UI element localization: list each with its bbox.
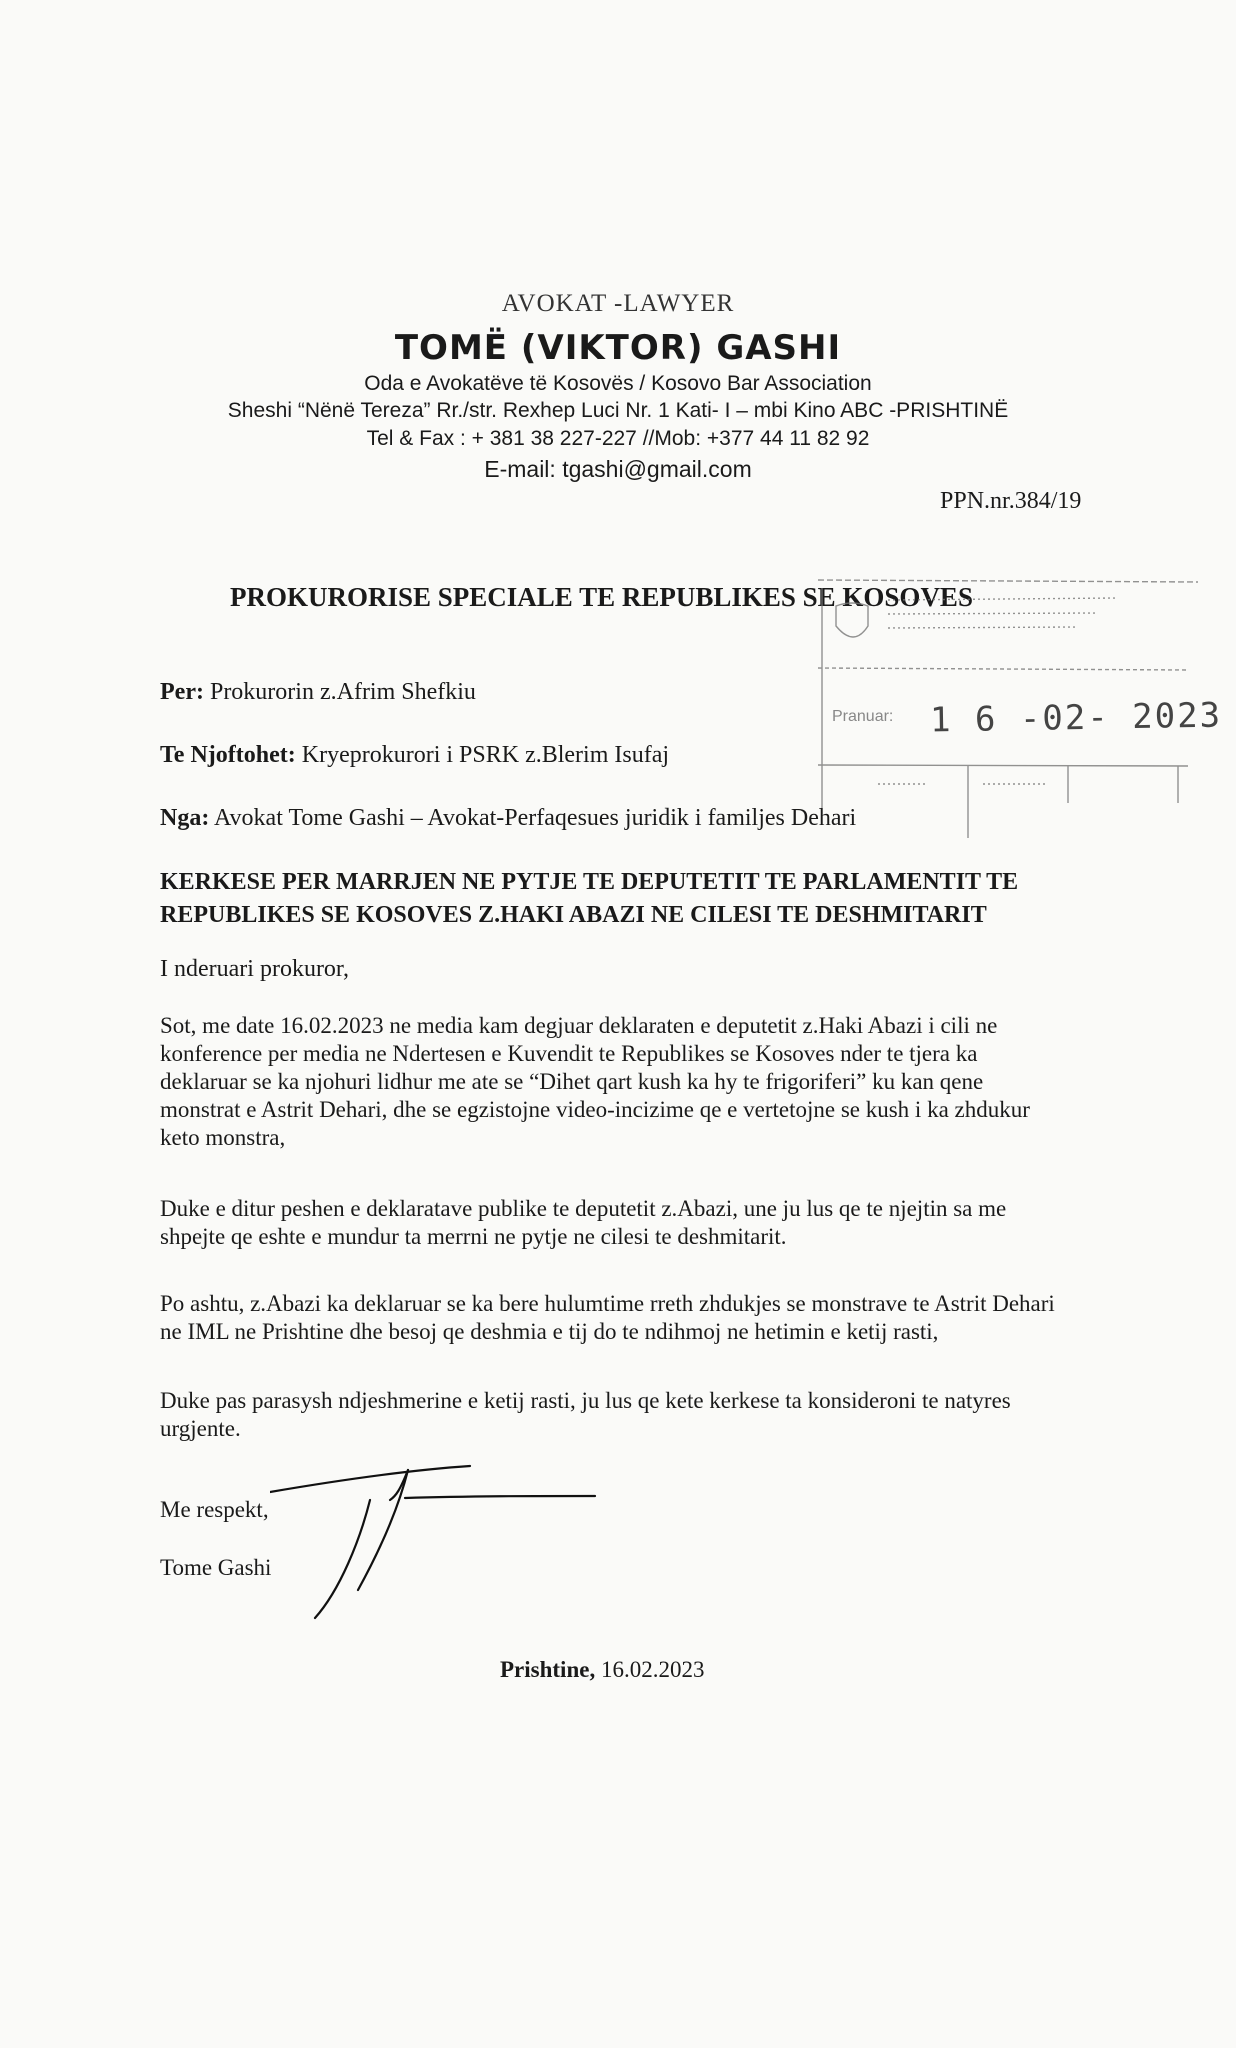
field-njoftohet-label: Te Njoftohet: xyxy=(160,742,296,768)
body-paragraph: Sot, me date 16.02.2023 ne media kam degjuar deklaraten e deputetit z.Haki Abazi i cili ne konference per media ne Ndertesen e Kuvendit te Republikes se Kosoves nder te tjera ka deklaruar se ka njohuri lidhur me ate se “Dihet qart kush ka hy te frigoriferi” ku kan qene monstrat e Astrit Dehari, dhe se egzistojne video-incizime qe e vertetojne se kush i ka zhdukur keto monstra, xyxy=(160,1013,1030,1150)
closing: Me respekt, xyxy=(160,1497,269,1522)
subject-heading: KERKESE PER MARRJEN NE PYTJE TE DEPUTETIT TE PARLAMENTIT TE REPUBLIKES SE KOSOVES Z.HAKI ABAZI NE CILESI TE DESHMITARIT xyxy=(160,869,1019,928)
body-paragraph: Duke e ditur peshen e deklaratave publike te deputetit z.Abazi, une ju lus qe te njejtin sa me shpejte qe eshte e mundur ta merrni ne pytje ne cilesi te deshmitarit. xyxy=(160,1196,1007,1249)
letterhead-address: Sheshi “Nënë Tereza” Rr./str. Rexhep Luci Nr. 1 Kati- I – mbi Kino ABC -PRISHTINË xyxy=(227,399,1009,422)
handwritten-signature xyxy=(270,1440,600,1620)
place: Prishtine, xyxy=(500,1657,596,1682)
reference-number: PPN.nr.384/19 xyxy=(940,488,1082,514)
letterhead-tag: AVOKAT -LAWYER xyxy=(501,290,735,317)
signer-name: Tome Gashi xyxy=(160,1555,272,1580)
letterhead-name: TOMË (VIKTOR) GASHI xyxy=(394,328,842,368)
place-and-date xyxy=(500,1657,704,1683)
field-nga xyxy=(160,805,856,832)
stamp-label: Pranuar: xyxy=(832,708,894,725)
field-per xyxy=(160,679,476,706)
field-njoftohet-value: Kryeprokurori i PSRK z.Blerim Isufaj xyxy=(295,742,670,768)
letterhead-phone: Tel & Fax : + 381 38 227-227 //Mob: +377 44 11 82 92 xyxy=(366,427,870,450)
letterhead-association: Oda e Avokatëve të Kosovës / Kosovo Bar Association xyxy=(364,372,872,395)
salutation: I nderuari prokuror, xyxy=(160,956,349,982)
body-paragraph: Po ashtu, z.Abazi ka deklaruar se ka bere hulumtime rreth zhdukjes se monstrave te Astrit Dehari ne IML ne Prishtine dhe besoj qe deshmia e tij do te ndihmoj ne hetimin e ketij rasti, xyxy=(160,1291,1055,1344)
date: 16.02.2023 xyxy=(595,1657,705,1682)
field-nga-value: Avokat Tome Gashi – Avokat-Perfaqesues juridik i familjes Dehari xyxy=(209,805,857,831)
field-njoftohet xyxy=(160,742,669,769)
letterhead-email: E-mail: tgashi@gmail.com xyxy=(484,456,752,482)
body-paragraph: Duke pas parasysh ndjeshmerine e ketij rasti, ju lus qe kete kerkese ta konsideroni te natyres urgjente. xyxy=(160,1388,1011,1441)
addressee-heading: PROKURORISE SPECIALE TE REPUBLIKES SE KOSOVES xyxy=(230,582,973,612)
stamp-date: 1 6 -02- 2023 xyxy=(929,695,1223,741)
field-nga-label: Nga: xyxy=(160,805,210,831)
field-per-value: Prokurorin z.Afrim Shefkiu xyxy=(203,679,476,705)
field-per-label: Per: xyxy=(160,679,204,705)
